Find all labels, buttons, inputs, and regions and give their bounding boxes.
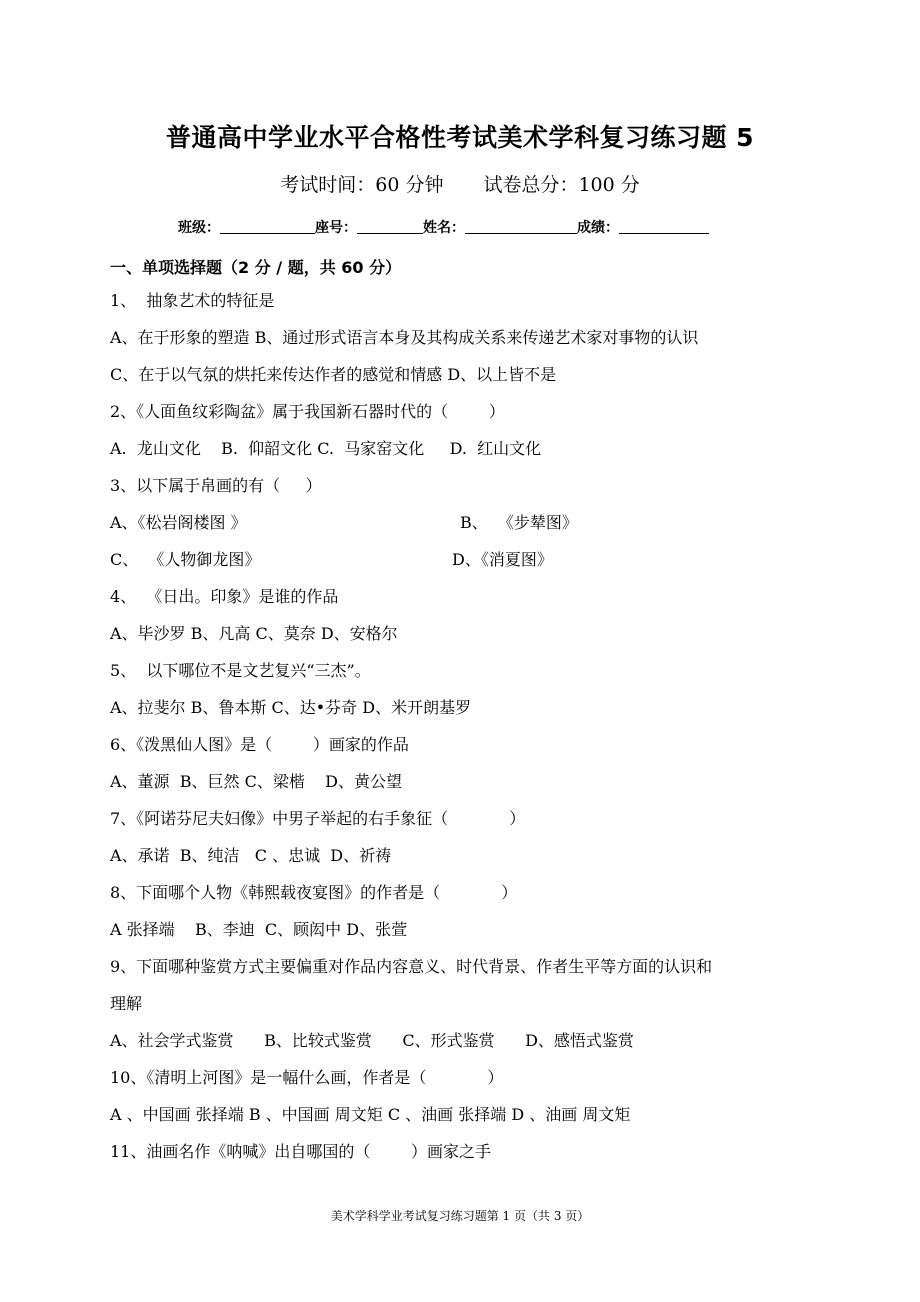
grade-blank[interactable] xyxy=(619,219,709,234)
question-line: 9、下面哪种鉴赏方式主要偏重对作品内容意义、时代背景、作者生平等方面的认识和 xyxy=(110,957,713,976)
question-line: 10、《清明上河图》是一幅什么画，作者是（ ） xyxy=(110,1068,504,1087)
option-line: C、 《人物御龙图》 xyxy=(110,550,261,569)
page-title: 普通高中学业水平合格性考试美术学科复习练习题 5 xyxy=(165,123,755,152)
section-heading: 一、单项选择题（2 分 / 题，共 60 分） xyxy=(110,258,402,277)
page-footer: 美术学科学业考试复习练习题第 1 页（共 3 页） xyxy=(330,1209,590,1223)
option-line: A、承诺 B、纯洁 C 、忠诚 D、祈祷 xyxy=(110,846,392,865)
exam-info xyxy=(0,170,920,197)
option-line: A、董源 B、巨然 C、梁楷 D、黄公望 xyxy=(110,772,402,791)
option-line: A、在于形象的塑造 B、通过形式语言本身及其构成关系来传递艺术家对事物的认识 xyxy=(110,328,699,347)
seat-label: 座号： xyxy=(315,220,357,236)
question-line: 4、 《日出。印象》是谁的作品 xyxy=(110,587,339,606)
name-label: 姓名： xyxy=(423,220,465,236)
student-info-fields xyxy=(178,217,709,237)
option-line: A、社会学式鉴赏 B、比较式鉴赏 C、形式鉴赏 D、感悟式鉴赏 xyxy=(110,1031,634,1050)
option-line: A、毕沙罗 B、凡高 C、莫奈 D、安格尔 xyxy=(110,624,398,643)
option-line: B、 《步辇图》 xyxy=(460,513,578,532)
exam-time: 考试时间：60 分钟 xyxy=(280,174,444,196)
question-line: 3、以下属于帛画的有（ ） xyxy=(110,476,322,495)
option-line: A、拉斐尔 B、鲁本斯 C、达•芬奇 D、米开朗基罗 xyxy=(110,698,472,717)
option-line: A 张择端 B、李迪 C、顾闳中 D、张萱 xyxy=(110,920,408,939)
question-line: 7、《阿诺芬尼夫妇像》中男子举起的右手象征（ ） xyxy=(110,809,526,828)
seat-blank[interactable] xyxy=(357,219,423,234)
question-line: 8、下面哪个人物《韩熙载夜宴图》的作者是（ ） xyxy=(110,883,518,902)
option-line: D、《消夏图》 xyxy=(452,550,553,569)
question-line: 11、油画名作《呐喊》出自哪国的（ ）画家之手 xyxy=(110,1142,492,1161)
question-line: 6、《泼黑仙人图》是（ ）画家的作品 xyxy=(110,735,409,754)
name-blank[interactable] xyxy=(465,219,577,234)
option-line: C、在于以气氛的烘托来传达作者的感觉和情感 D、以上皆不是 xyxy=(110,365,557,384)
class-blank[interactable] xyxy=(220,219,315,234)
option-line: A 、中国画 张择端 B 、中国画 周文矩 C 、油画 张择端 D 、油画 周文矩 xyxy=(110,1105,631,1124)
question-line: 1、 抽象艺术的特征是 xyxy=(110,291,275,310)
class-label: 班级： xyxy=(178,220,220,236)
exam-total-score: 试卷总分：100 分 xyxy=(483,174,640,196)
option-line: A、《松岩阁楼图 》 xyxy=(110,513,247,532)
option-line: A. 龙山文化 B. 仰韶文化 C. 马家窑文化 D. 红山文化 xyxy=(110,439,542,458)
question-line: 2、《人面鱼纹彩陶盆》属于我国新石器时代的（ ） xyxy=(110,402,505,421)
question-line: 5、 以下哪位不是文艺复兴“三杰”。 xyxy=(110,661,371,680)
grade-label: 成绩： xyxy=(577,220,619,236)
question-line-continued: 理解 xyxy=(110,994,143,1013)
